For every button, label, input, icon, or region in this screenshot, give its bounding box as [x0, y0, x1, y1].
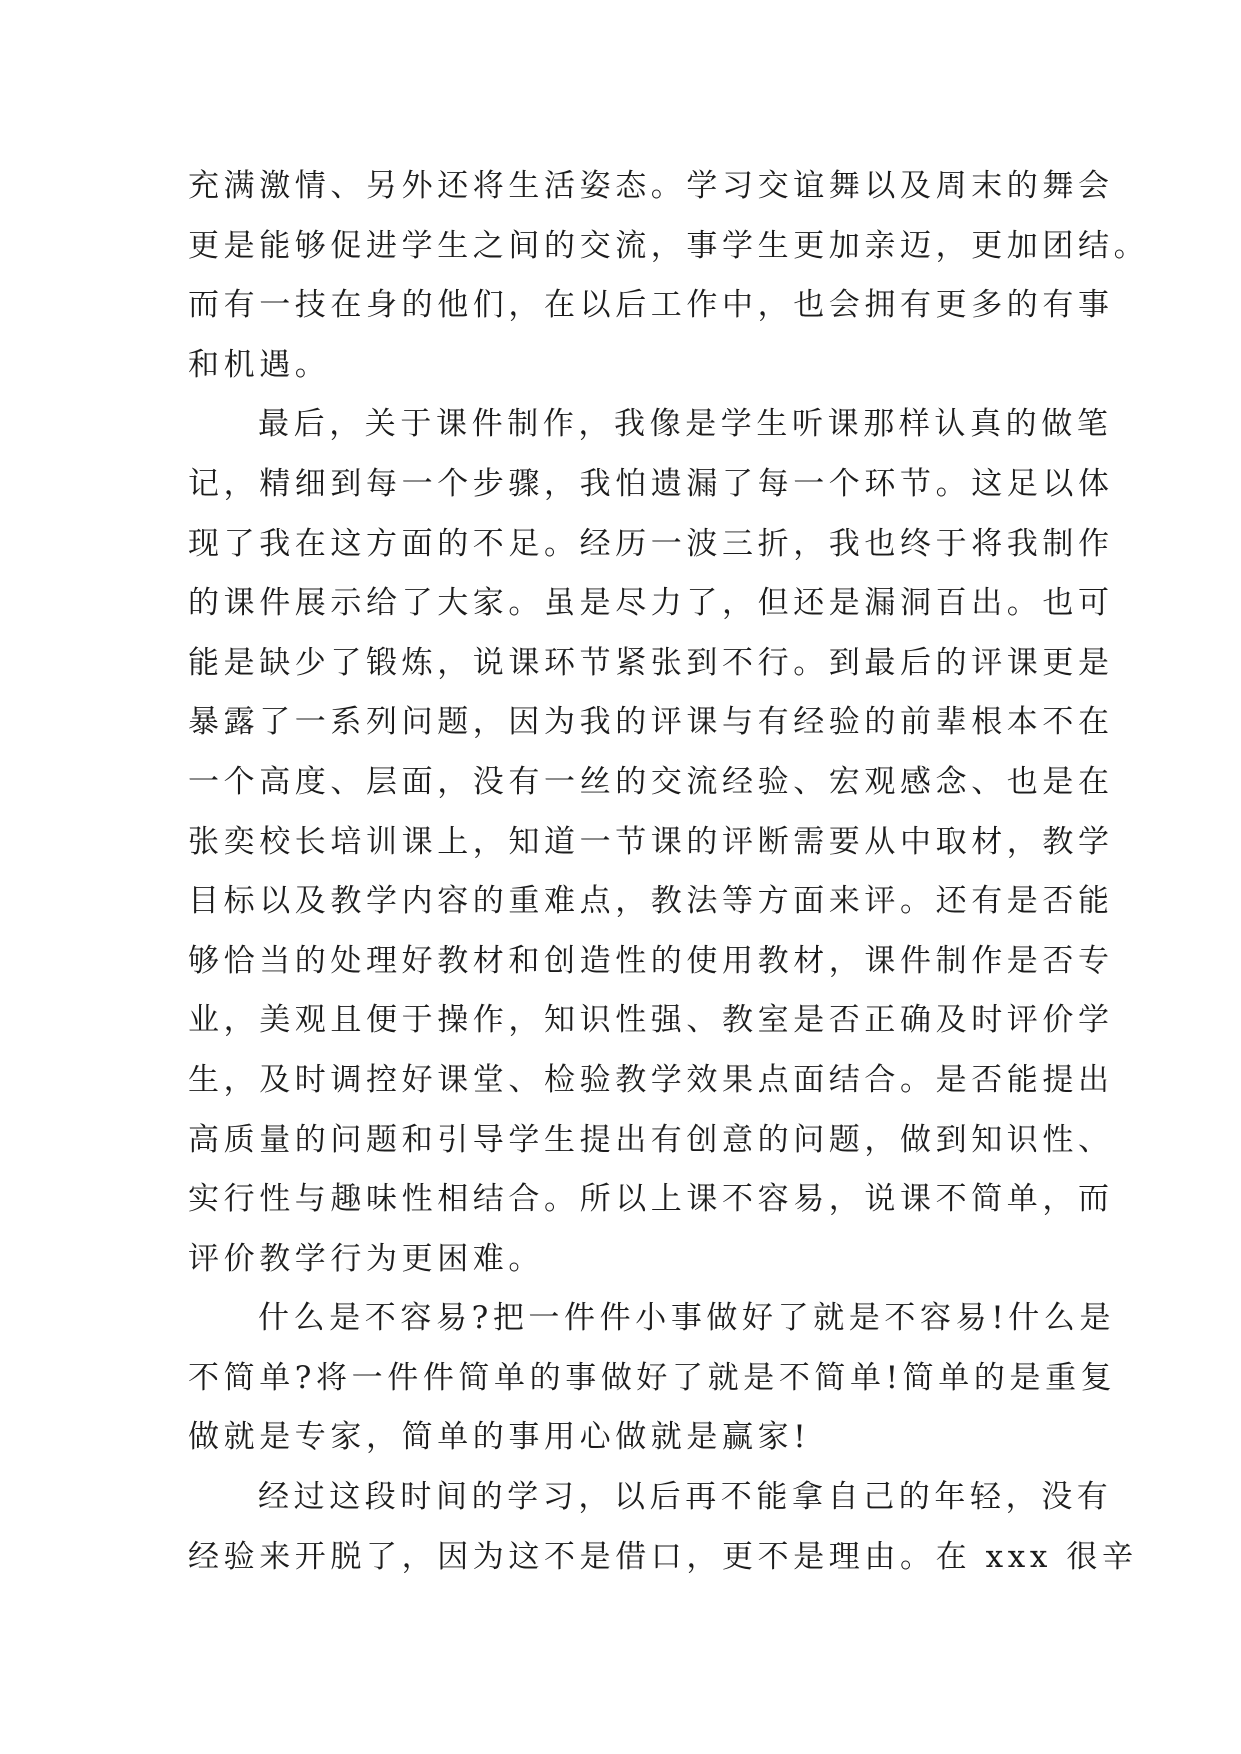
- text-line: 现了我在这方面的不足。经历一波三折，我也终于将我制作: [188, 525, 1114, 562]
- text-line: 记，精细到每一个步骤，我怕遗漏了每一个环节。这足以体: [188, 465, 1114, 502]
- text-line: 实行性与趣味性相结合。所以上课不容易，说课不简单，而: [188, 1181, 1114, 1218]
- text-line: 经过这段时间的学习，以后再不能拿自己的年轻，没有: [258, 1479, 1113, 1516]
- text-line: 做就是专家，简单的事用心做就是赢家!: [188, 1419, 811, 1456]
- text-line: 一个高度、层面，没有一丝的交流经验、宏观感念、也是在: [188, 763, 1114, 800]
- text-line: 的课件展示给了大家。虽是尽力了，但还是漏洞百出。也可: [188, 585, 1114, 622]
- text-line: 目标以及教学内容的重难点，教法等方面来评。还有是否能: [188, 883, 1114, 920]
- text-line: 业，美观且便于操作，知识性强、教室是否正确及时评价学: [188, 1002, 1114, 1039]
- text-line: 张奕校长培训课上，知道一节课的评断需要从中取材，教学: [188, 823, 1114, 860]
- text-line: 更是能够促进学生之间的交流，事学生更加亲迈，更加团结。: [188, 227, 1150, 264]
- text-line: 够恰当的处理好教材和创造性的使用教材，课件制作是否专: [188, 942, 1114, 979]
- text-line: 什么是不容易?把一件件小事做好了就是不容易!什么是: [258, 1300, 1116, 1337]
- text-line: 高质量的问题和引导学生提出有创意的问题，做到知识性、: [188, 1121, 1114, 1158]
- text-line: 生，及时调控好课堂、检验教学效果点面结合。是否能提出: [188, 1061, 1114, 1098]
- text-line: 经验来开脱了，因为这不是借口，更不是理由。在 xxx 很辛: [188, 1538, 1138, 1575]
- body-text: [188, 157, 1150, 1587]
- text-line: 和机遇。: [188, 346, 331, 383]
- text-line: 评价教学行为更困难。: [188, 1240, 544, 1277]
- text-line: 暴露了一系列问题，因为我的评课与有经验的前辈根本不在: [188, 704, 1114, 741]
- text-line: 充满激情、另外还将生活姿态。学习交谊舞以及周末的舞会: [188, 168, 1114, 204]
- text-line: 能是缺少了锻炼，说课环节紧张到不行。到最后的评课更是: [188, 644, 1114, 681]
- text-line: 最后，关于课件制作，我像是学生听课那样认真的做笔: [258, 406, 1113, 443]
- text-line: 而有一技在身的他们，在以后工作中，也会拥有更多的有事: [188, 287, 1114, 324]
- text-line: 不简单?将一件件简单的事做好了就是不简单!简单的是重复: [188, 1359, 1117, 1396]
